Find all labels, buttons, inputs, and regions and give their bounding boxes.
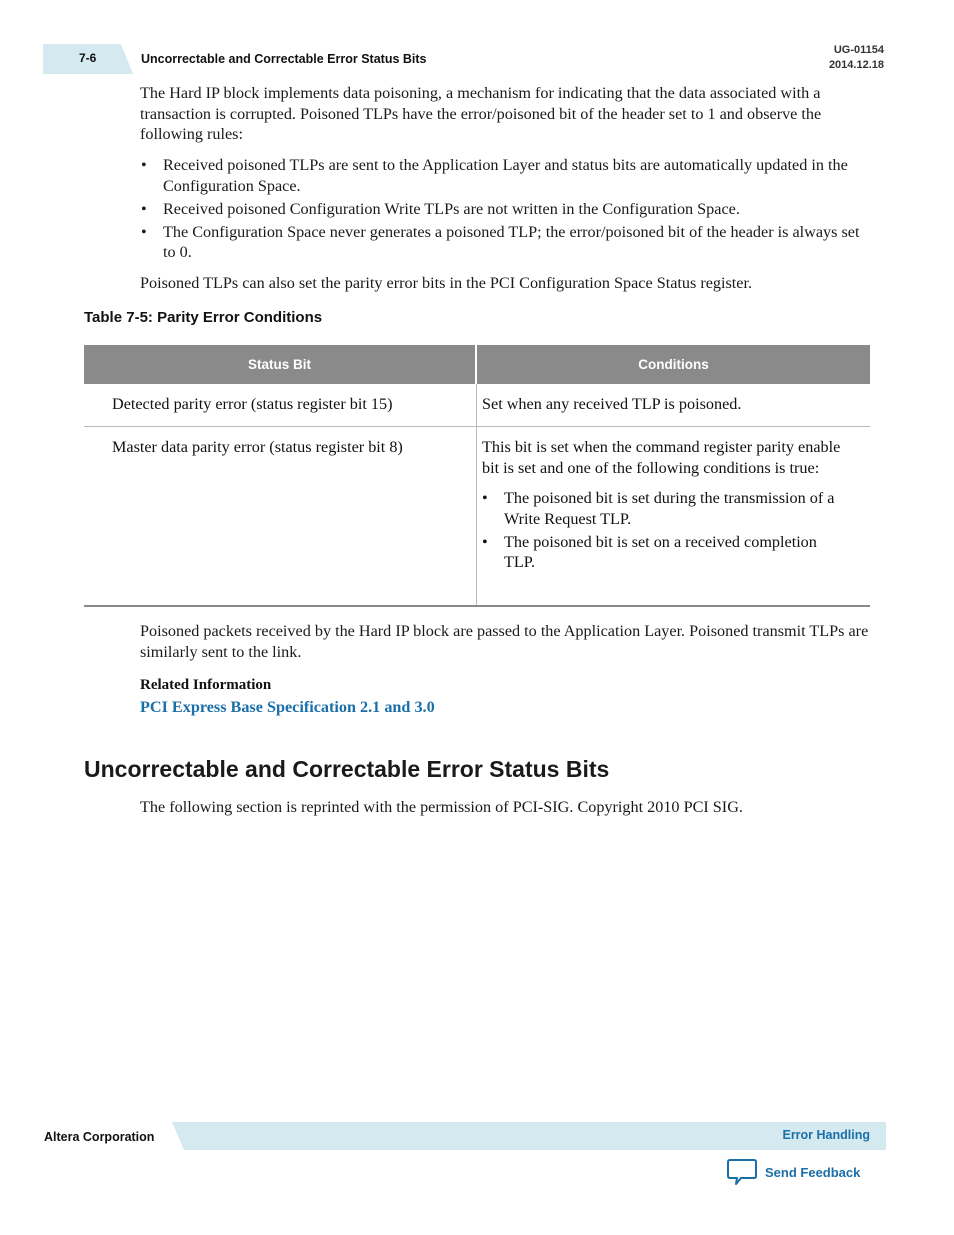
related-information-heading: Related Information bbox=[140, 677, 272, 693]
doc-id: UG-01154 bbox=[833, 44, 884, 56]
after-table-paragraph: Poisoned packets received by the Hard IP block are passed to the Application Layer. Poisoned transmit TLPs are similarly sent to the link. bbox=[140, 622, 869, 661]
status-bit-cell: Master data parity error (status register bit 8) bbox=[84, 427, 477, 605]
pci-express-spec-link[interactable]: PCI Express Base Specification 2.1 and 3.0 bbox=[140, 698, 435, 716]
condition-cell bbox=[477, 427, 870, 605]
footer-company: Altera Corporation bbox=[44, 1130, 155, 1144]
list-item: • The poisoned bit is set on a received completion TLP. bbox=[482, 532, 850, 573]
table-row bbox=[84, 427, 870, 607]
condition-cell: Set when any received TLP is poisoned. bbox=[482, 395, 742, 413]
status-bit-cell: Detected parity error (status register bit 15) bbox=[84, 384, 477, 426]
list-item: • Received poisoned TLPs are sent to the Application Layer and status bits are automatically updated in the Configuration Space. bbox=[141, 155, 870, 196]
list-item: • The poisoned bit is set during the transmission of a Write Request TLP. bbox=[482, 488, 850, 529]
send-feedback-button[interactable] bbox=[727, 1158, 860, 1186]
footer-chapter: Error Handling bbox=[782, 1128, 870, 1142]
table-row bbox=[84, 384, 870, 427]
column-header-conditions: Conditions bbox=[477, 345, 870, 384]
section-heading: Uncorrectable and Correctable Error Status Bits bbox=[84, 756, 610, 782]
column-header-status-bit: Status Bit bbox=[84, 345, 475, 384]
send-feedback-label[interactable]: Send Feedback bbox=[765, 1164, 861, 1180]
running-title: Uncorrectable and Correctable Error Status Bits bbox=[141, 52, 427, 66]
table-header-row bbox=[84, 345, 870, 384]
page-number: 7-6 bbox=[79, 51, 97, 65]
list-item: • The Configuration Space never generates a poisoned TLP; the error/poisoned bit of the header is always set to 0. bbox=[141, 222, 870, 263]
intro-paragraph: The Hard IP block implements data poisoning, a mechanism for indicating that the data associated with a transaction is corrupted. Poisoned TLPs have the error/poisoned bit of the header set to 1 and observe the following rules: bbox=[140, 84, 822, 143]
section-paragraph: The following section is reprinted with the permission of PCI-SIG. Copyright 2010 PCI SIG. bbox=[140, 798, 743, 816]
parity-error-table bbox=[84, 345, 870, 607]
footer-chapter-band bbox=[172, 1122, 886, 1150]
page-number-tab bbox=[43, 44, 133, 74]
footer-band-shape bbox=[172, 1122, 886, 1150]
table-caption: Table 7-5: Parity Error Conditions bbox=[84, 309, 323, 326]
intro-bullet-list bbox=[141, 155, 870, 265]
doc-date: 2014.12.18 bbox=[828, 59, 884, 71]
condition-text: This bit is set when the command register parity enable bit is set and one of the following conditions is true: bbox=[482, 438, 841, 477]
speech-bubble-icon bbox=[727, 1158, 757, 1186]
list-item: • Received poisoned Configuration Write TLPs are not written in the Configuration Space. bbox=[141, 199, 870, 220]
condition-bullet-list bbox=[482, 488, 850, 573]
intro-closing: Poisoned TLPs can also set the parity error bits in the PCI Configuration Space Status register. bbox=[140, 274, 753, 292]
doc-meta bbox=[829, 43, 884, 73]
